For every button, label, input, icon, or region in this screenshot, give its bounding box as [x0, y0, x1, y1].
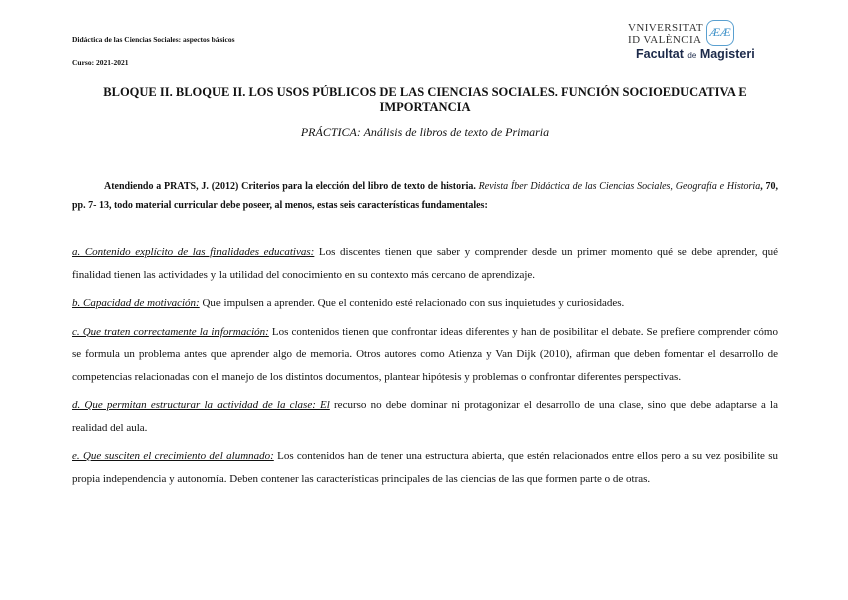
- faculty-prefix: Facultat: [636, 47, 684, 61]
- characteristics-list: [72, 241, 778, 496]
- document-title: BLOQUE II. BLOQUE II. LOS USOS PÚBLICOS DE LAS CIENCIAS SOCIALES. FUNCIÓN SOCIOEDUCATIVA E IMPORTANCIA: [103, 85, 747, 114]
- item-text: Los contenidos han de tener una estructura abierta, que estén relacionados entre ellos pero a su vez posibilite su propia independencia y autonomía. Deben contener las características principales de las ciencias de las que formen parte o de otras.: [72, 450, 778, 485]
- page-header: [72, 36, 235, 81]
- item-text: recurso no debe dominar ni protagonizar el desarrollo de una clase, sino que debe adaptarse a la realidad del aula.: [72, 399, 778, 434]
- item-text: Que impulsen a aprender. Que el contenido esté relacionado con sus inquietudes y curiosidades.: [199, 297, 625, 309]
- faculty-label: Magisteri: [699, 47, 755, 61]
- faculty-de: de: [687, 51, 697, 60]
- faculty-name: [636, 47, 755, 61]
- list-item: [72, 292, 778, 315]
- intro-journal: Revista Íber Didáctica de las Ciencias Sociales, Geografía e Historia: [478, 181, 761, 192]
- course-title: Didáctica de las Ciencias Sociales: aspectos básicos: [72, 35, 235, 44]
- logo-line-1: VNIVERSITAT: [628, 22, 704, 34]
- intro-citation: Atendiendo a PRATS, J. (2012) Criterios para la elección del libro de texto de historia.: [104, 181, 476, 192]
- item-label: e. Que susciten el crecimiento del alumnado:: [72, 450, 274, 462]
- list-item: [72, 241, 778, 286]
- item-text: Los discentes tienen que saber y comprender desde un primer momento qué se debe aprender, qué finalidad tienen las actividades y la utilidad del conocimiento en su contexto más cercano de aprendizaje.: [72, 246, 779, 281]
- item-label: c. Que traten correctamente la información:: [72, 325, 269, 338]
- list-item: [72, 321, 778, 389]
- item-label: d. Que permitan estructurar la actividad de la clase: El: [72, 399, 330, 411]
- document-subtitle: PRÁCTICA: Análisis de libros de texto de Primaria: [300, 125, 550, 139]
- logo-mark-icon: ÆÆ: [706, 20, 734, 46]
- item-text: Los contenidos tienen que confrontar ideas diferentes y han de posibilitar el debate. Se prefiere comprender cómo se formula un problema antes que aprender algo de memoria. Otros autores como Atienza y Van Dijk (2010), afirman que deben fomentar el desarrollo de competencias relacionadas con el manejo de los distintos documentos, plantear hipótesis y problemas o confrontar diferentes perspectivas.: [72, 325, 778, 383]
- list-item: [72, 394, 778, 439]
- university-logo: [628, 20, 788, 64]
- intro-paragraph: [72, 177, 778, 215]
- item-label: b. Capacidad de motivación:: [72, 297, 200, 309]
- intro-statement: , 70, pp. 7- 13, todo material curricular debe poseer, al menos, estas seis características fundamentales:: [72, 181, 779, 211]
- course-year: Curso: 2021-2021: [72, 57, 129, 67]
- list-item: [72, 445, 778, 490]
- logo-line-2: ID VALÈNCIA: [628, 34, 702, 46]
- item-label: a. Contenido explícito de las finalidades educativas:: [72, 246, 315, 258]
